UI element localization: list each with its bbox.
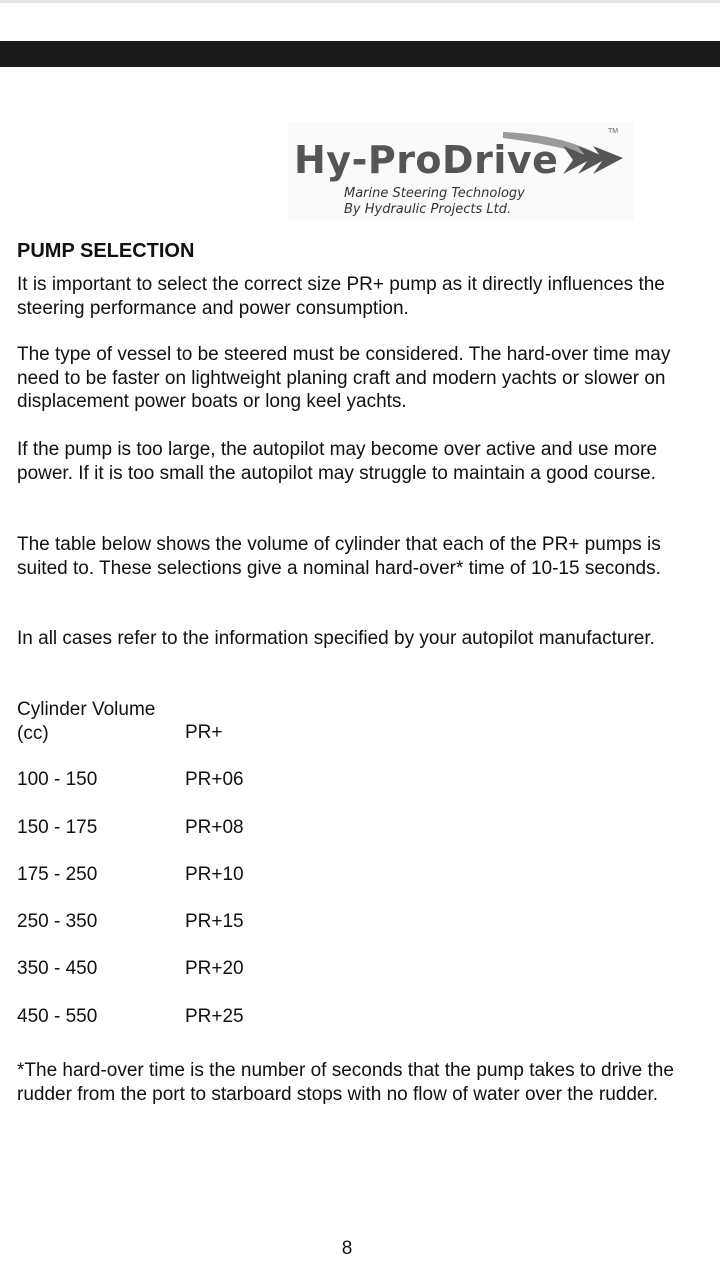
paragraph-table-intro: The table below shows the volume of cylinder that each of the PR+ pumps is suited to. These selections give a nominal hard-over* time of 10-15 seconds. xyxy=(17,534,661,579)
paragraph-pump-too-large: If the pump is too large, the autopilot may become over active and use more power. If it is too small the autopilot may struggle to maintain a good course. xyxy=(17,439,658,484)
footnote: *The hard-over time is the number of seconds that the pump takes to drive the rudder from the port to starboard stops with no flow of water over the rudder. xyxy=(17,1060,674,1105)
table-cell-volume: 350 - 450 xyxy=(17,958,98,979)
table-row xyxy=(17,910,417,934)
table-row xyxy=(17,1005,417,1029)
table-row xyxy=(17,816,417,840)
table-row xyxy=(17,957,417,981)
brand-logo xyxy=(288,122,634,220)
table-cell-pump: PR+15 xyxy=(185,911,244,932)
top-bar xyxy=(0,41,720,67)
paragraph-pump-size: It is important to select the correct size PR+ pump as it directly influences the steering performance and power consumption. xyxy=(17,274,665,319)
paragraph-refer-manufacturer: In all cases refer to the information specified by your autopilot manufacturer. xyxy=(17,628,655,649)
logo-company: By Hydraulic Projects Ltd. xyxy=(344,202,512,217)
table-cell-volume: 100 - 150 xyxy=(17,769,98,790)
table-cell-pump: PR+06 xyxy=(185,769,244,790)
table-row xyxy=(17,863,417,887)
logo-trademark: TM xyxy=(608,128,619,135)
table-header-cylinder-volume: Cylinder Volume (cc) xyxy=(17,699,156,744)
table-cell-volume: 450 - 550 xyxy=(17,1006,98,1027)
paragraph-vessel-type: The type of vessel to be steered must be considered. The hard-over time may need to be faster on lightweight planing craft and modern yachts or slower on displacement power boats or long keel yachts. xyxy=(17,344,671,412)
logo-brand-name: Hy-ProDrive xyxy=(294,138,559,182)
table-cell-pump: PR+20 xyxy=(185,958,244,979)
section-heading: PUMP SELECTION xyxy=(17,240,195,262)
table-cell-volume: 175 - 250 xyxy=(17,864,98,885)
table-cell-pump: PR+10 xyxy=(185,864,244,885)
page-number: 8 xyxy=(341,1238,353,1259)
table-cell-pump: PR+08 xyxy=(185,817,244,838)
table-row xyxy=(17,768,417,792)
logo-tagline: Marine Steering Technology xyxy=(344,186,525,201)
table-cell-volume: 250 - 350 xyxy=(17,911,98,932)
table-cell-pump: PR+25 xyxy=(185,1006,244,1027)
status-divider xyxy=(0,0,720,3)
table-header-pump: PR+ xyxy=(185,722,223,743)
table-cell-volume: 150 - 175 xyxy=(17,817,98,838)
